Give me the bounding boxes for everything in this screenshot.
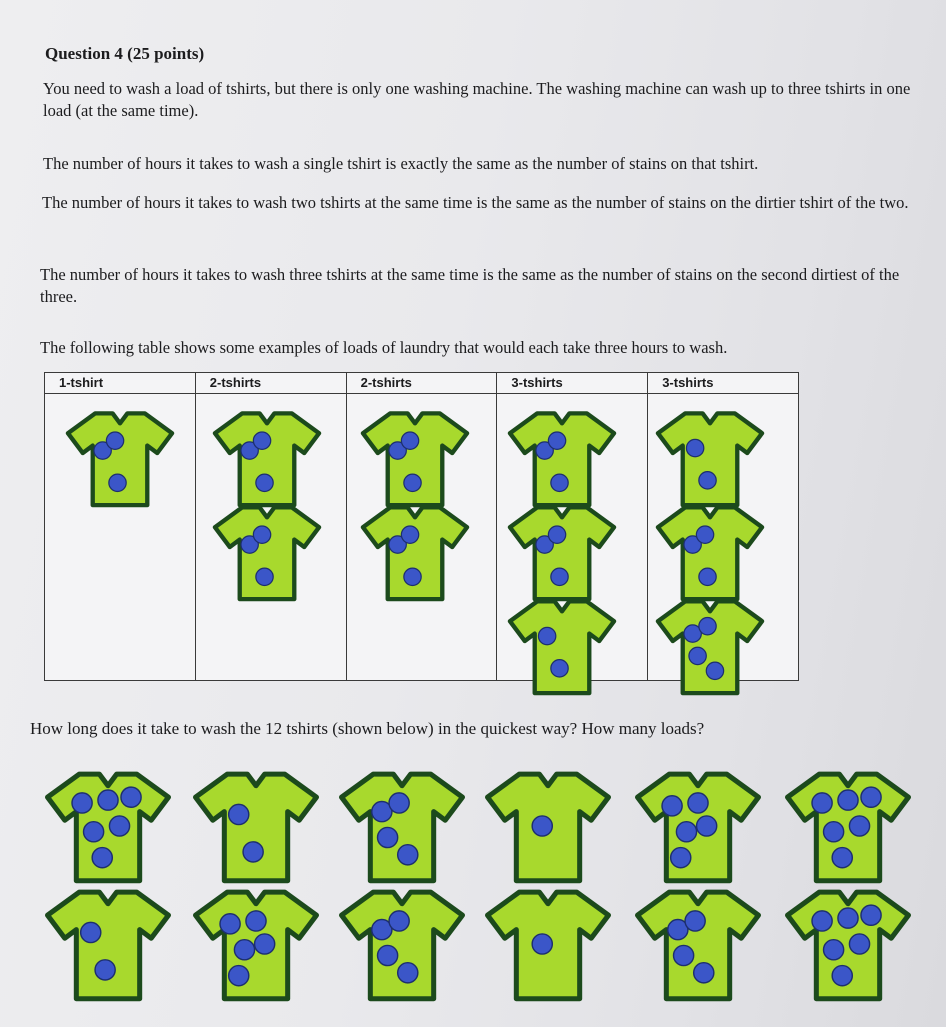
paragraph-single-rule: The number of hours it takes to wash a single tshirt is exactly the same as the number of stains on that tshirt. (43, 154, 759, 173)
paragraph-machine-capacity: You need to wash a load of tshirts, but there is only one washing machine. The washing machine can wash up to three tshirts in one load (at the same time). (43, 79, 911, 120)
column-header: 3-tshirts (648, 373, 798, 394)
load-tshirt (626, 872, 770, 1004)
load-tshirt (776, 754, 920, 886)
load-tshirt (476, 754, 620, 886)
main-question: How long does it take to wash the 12 tshirts (shown below) in the quickest way? How many loads? (30, 719, 705, 738)
table-tshirt (648, 584, 772, 698)
load-tshirt (36, 872, 180, 1004)
column-header: 2-tshirts (196, 373, 346, 394)
table-tshirt (500, 584, 624, 698)
load-tshirt (330, 872, 474, 1004)
load-tshirt (36, 754, 180, 886)
load-tshirt (184, 754, 328, 886)
column-header: 1-tshirt (45, 373, 195, 394)
table-tshirt (353, 490, 477, 604)
paragraph-three-rule: The number of hours it takes to wash three tshirts at the same time is the same as the number of stains on the second dirtiest of the three. (40, 265, 900, 306)
table-tshirt (58, 396, 182, 510)
table-tshirt (205, 490, 329, 604)
column-header: 3-tshirts (497, 373, 647, 394)
load-tshirt (626, 754, 770, 886)
load-tshirt (184, 872, 328, 1004)
question-title: Question 4 (25 points) (45, 44, 205, 63)
paragraph-table-intro: The following table shows some examples of loads of laundry that would each take three hours to wash. (40, 338, 728, 357)
load-tshirt (476, 872, 620, 1004)
load-tshirt (776, 872, 920, 1004)
paragraph-two-rule: The number of hours it takes to wash two tshirts at the same time is the same as the number of stains on the dirtier tshirt of the two. (42, 193, 909, 212)
column-header: 2-tshirts (347, 373, 497, 394)
load-tshirt (330, 754, 474, 886)
